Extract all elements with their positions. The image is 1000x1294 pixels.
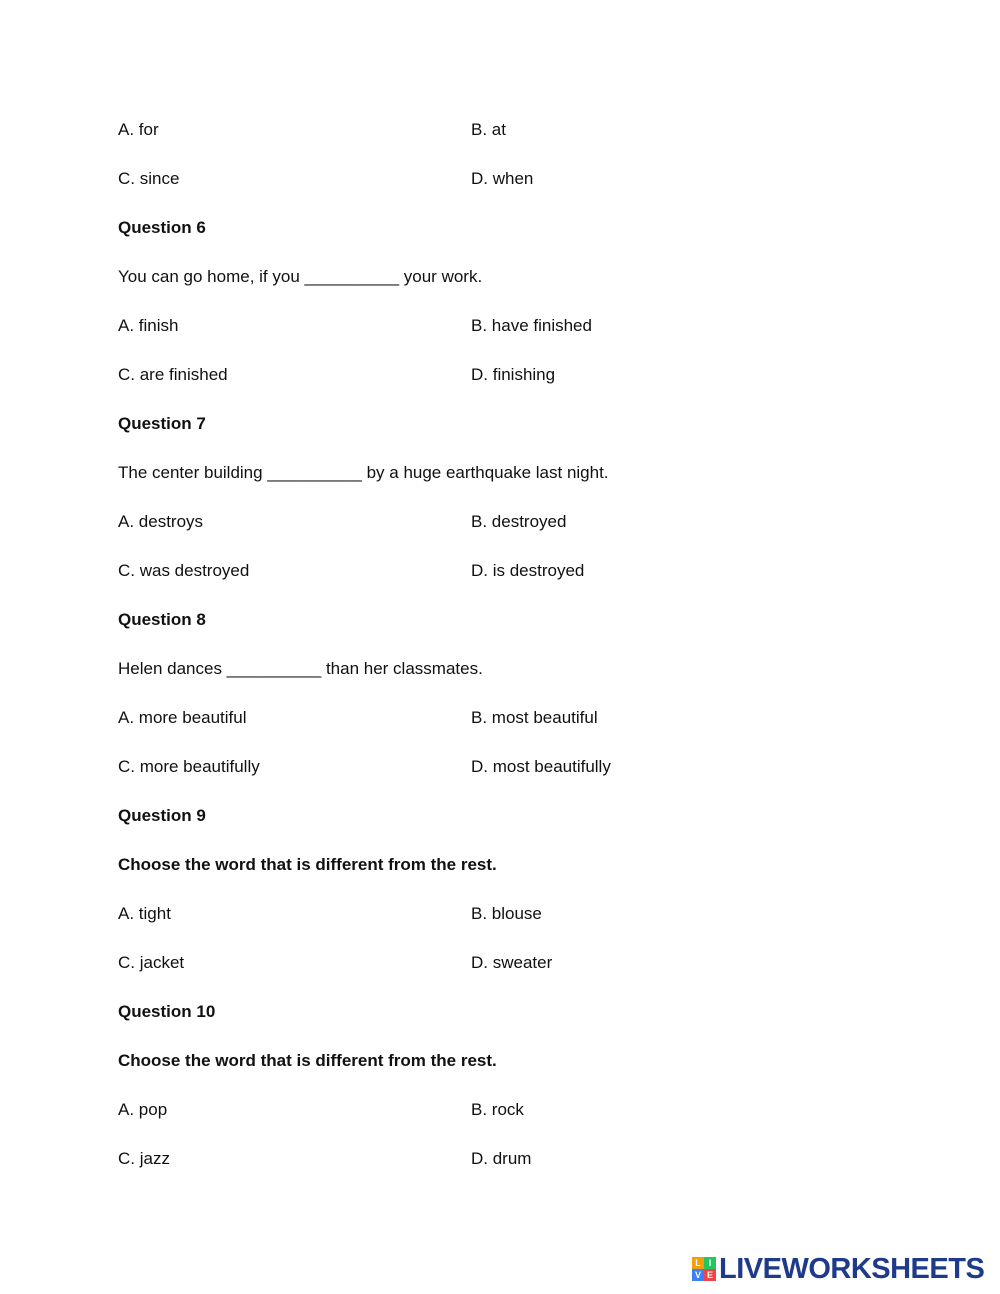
q9-option-b[interactable]: B. blouse — [471, 904, 542, 923]
q10-option-d[interactable]: D. drum — [471, 1149, 532, 1168]
q10-prompt: Choose the word that is different from the rest. — [118, 1051, 497, 1070]
q8-option-a[interactable]: A. more beautiful — [118, 708, 247, 727]
q8-option-b[interactable]: B. most beautiful — [471, 708, 598, 727]
q10-option-a[interactable]: A. pop — [118, 1100, 168, 1119]
q7-option-b[interactable]: B. destroyed — [471, 512, 567, 531]
q6-option-d[interactable]: D. finishing — [471, 365, 556, 384]
liveworksheets-logo-icon — [692, 1257, 716, 1281]
logo-tile-i: I — [704, 1257, 716, 1269]
q8-option-d[interactable]: D. most beautifully — [471, 757, 611, 776]
q10-title: Question 10 — [118, 1002, 216, 1021]
q6-prompt: You can go home, if you __________ your work. — [118, 267, 483, 286]
logo-tile-e: E — [704, 1269, 716, 1281]
q9-option-a[interactable]: A. tight — [118, 904, 171, 923]
q5-option-b[interactable]: B. at — [471, 120, 506, 139]
liveworksheets-wordmark: LIVEWORKSHEETS — [719, 1253, 985, 1285]
logo-tile-l: L — [692, 1257, 704, 1269]
q9-prompt: Choose the word that is different from the rest. — [118, 855, 497, 874]
q6-option-a[interactable]: A. finish — [118, 316, 179, 335]
q9-title: Question 9 — [118, 806, 206, 825]
q7-prompt: The center building __________ by a huge earthquake last night. — [118, 463, 609, 482]
q7-title: Question 7 — [118, 414, 206, 433]
q10-option-b[interactable]: B. rock — [471, 1100, 524, 1119]
q8-title: Question 8 — [118, 610, 206, 629]
q6-option-c[interactable]: C. are finished — [118, 365, 228, 384]
q5-option-c[interactable]: C. since — [118, 169, 180, 188]
q5-option-a[interactable]: A. for — [118, 120, 159, 139]
q10-option-c[interactable]: C. jazz — [118, 1149, 170, 1168]
q6-title: Question 6 — [118, 218, 206, 237]
q8-prompt: Helen dances __________ than her classmates. — [118, 659, 483, 678]
q7-option-c[interactable]: C. was destroyed — [118, 561, 250, 580]
q7-option-a[interactable]: A. destroys — [118, 512, 204, 531]
q6-option-b[interactable]: B. have finished — [471, 316, 592, 335]
liveworksheets-logo — [692, 1254, 984, 1284]
logo-tile-v: V — [692, 1269, 704, 1281]
q9-option-c[interactable]: C. jacket — [118, 953, 185, 972]
q9-option-d[interactable]: D. sweater — [471, 953, 553, 972]
q7-option-d[interactable]: D. is destroyed — [471, 561, 585, 580]
q8-option-c[interactable]: C. more beautifully — [118, 757, 260, 776]
q5-option-d[interactable]: D. when — [471, 169, 534, 188]
